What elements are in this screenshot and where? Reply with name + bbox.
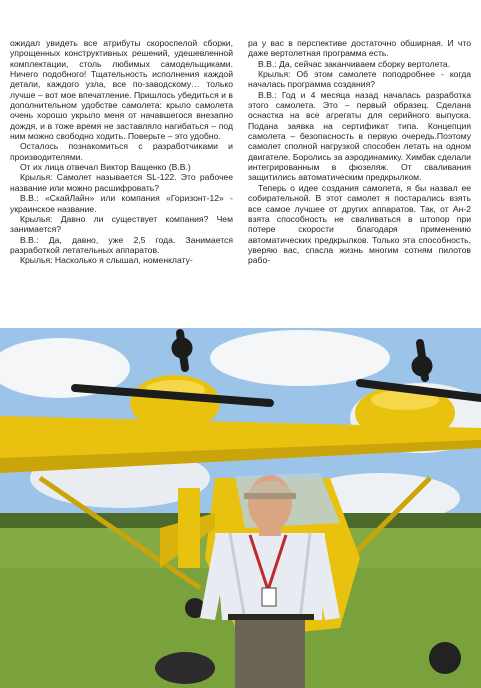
- paragraph: От их лица отвечал Виктор Ващенко (В.В.): [20, 162, 191, 173]
- paragraph: В.В.: Да, давно, уже 2,5 года. Занимается разработкой летательных аппаратов.: [10, 234, 233, 255]
- paragraph: В.В.: Год и 4 месяца назад началась разработка этого самолета. Это – первый образец. Сделана оснастка на все агрегаты для серийного выпуска. Подана заявка на сертификат типа. Концепция самолета – безопасность в первую очередь.Поэтому самолет сполной нагрузкой способен летать на одном двигателе. Боролись за аэродинамику. Химбак сделали интегрированным в фюзеляж. От сваливания защитились автоматическим предкрылком.: [248, 89, 471, 183]
- id-badge: [262, 588, 276, 606]
- article-right-column: [248, 38, 471, 266]
- paragraph: В.В.: «СкайЛайн» или компания «Горизонт-12» - украинское название.: [10, 193, 233, 214]
- paragraph: Крылья: Об этом самолете поподробнее - когда началась программа создания?: [248, 69, 471, 90]
- paragraph: Осталось познакомиться с разработчиками и производителями.: [10, 141, 233, 162]
- trousers: [235, 613, 305, 688]
- paragraph: Крылья: Давно ли существует компания? Чем занимается?: [10, 213, 233, 235]
- article-left-column: [10, 38, 233, 266]
- paragraph: ожидал увидеть все атрибуты скороспелой сборки, упрощенных конструктивных решений, удешевленной комплектации, столь любимых самодельщиками. Ничего подобного! Тщательность исполнения каждой детали, каждого узла, все по-заводскому… только лучше – вот мое впечатление. Пришлось убедиться и в дополнительном удобстве самолета: крыло самолета очень хорошо укрыло меня от начавшегося внезапно дождя, и в тоже время не заставляло нагибаться – под ним можно свободно ходить. Поверьте – это удобно.: [10, 38, 233, 142]
- paragraph: Теперь о идее создания самолета, я бы назвал ее собирательной. В этот самолет я постарались взять все самое лучшее от других аппаратов. Так, от Ан-2 взята способность не сваливаться в штопор при потере скорости благодаря применению автоматических предкрылков. Только эта способность, уверяю вас, спасла жизнь многим сотням пилотов рабо-: [248, 182, 471, 266]
- aircraft-photo-illustration: [0, 328, 481, 688]
- bag: [155, 652, 215, 684]
- cloud: [210, 330, 390, 386]
- aircraft-photo: [0, 328, 481, 688]
- tail-fin: [178, 488, 200, 568]
- paragraph: Крылья: Насколько я слышал, номенклату-: [20, 255, 193, 266]
- paragraph: В.В.: Да, сейчас заканчиваем сборку вертолета.: [258, 58, 451, 69]
- cap-brim: [244, 493, 296, 499]
- landing-wheel: [429, 642, 461, 674]
- paragraph: ра у вас в перспективе достаточно обширная. И что даже вертолетная программа есть.: [248, 38, 471, 59]
- paragraph: Крылья: Самолет называется SL-122. Это рабочее название или можно расшифровать?: [10, 172, 233, 193]
- belt: [228, 614, 314, 620]
